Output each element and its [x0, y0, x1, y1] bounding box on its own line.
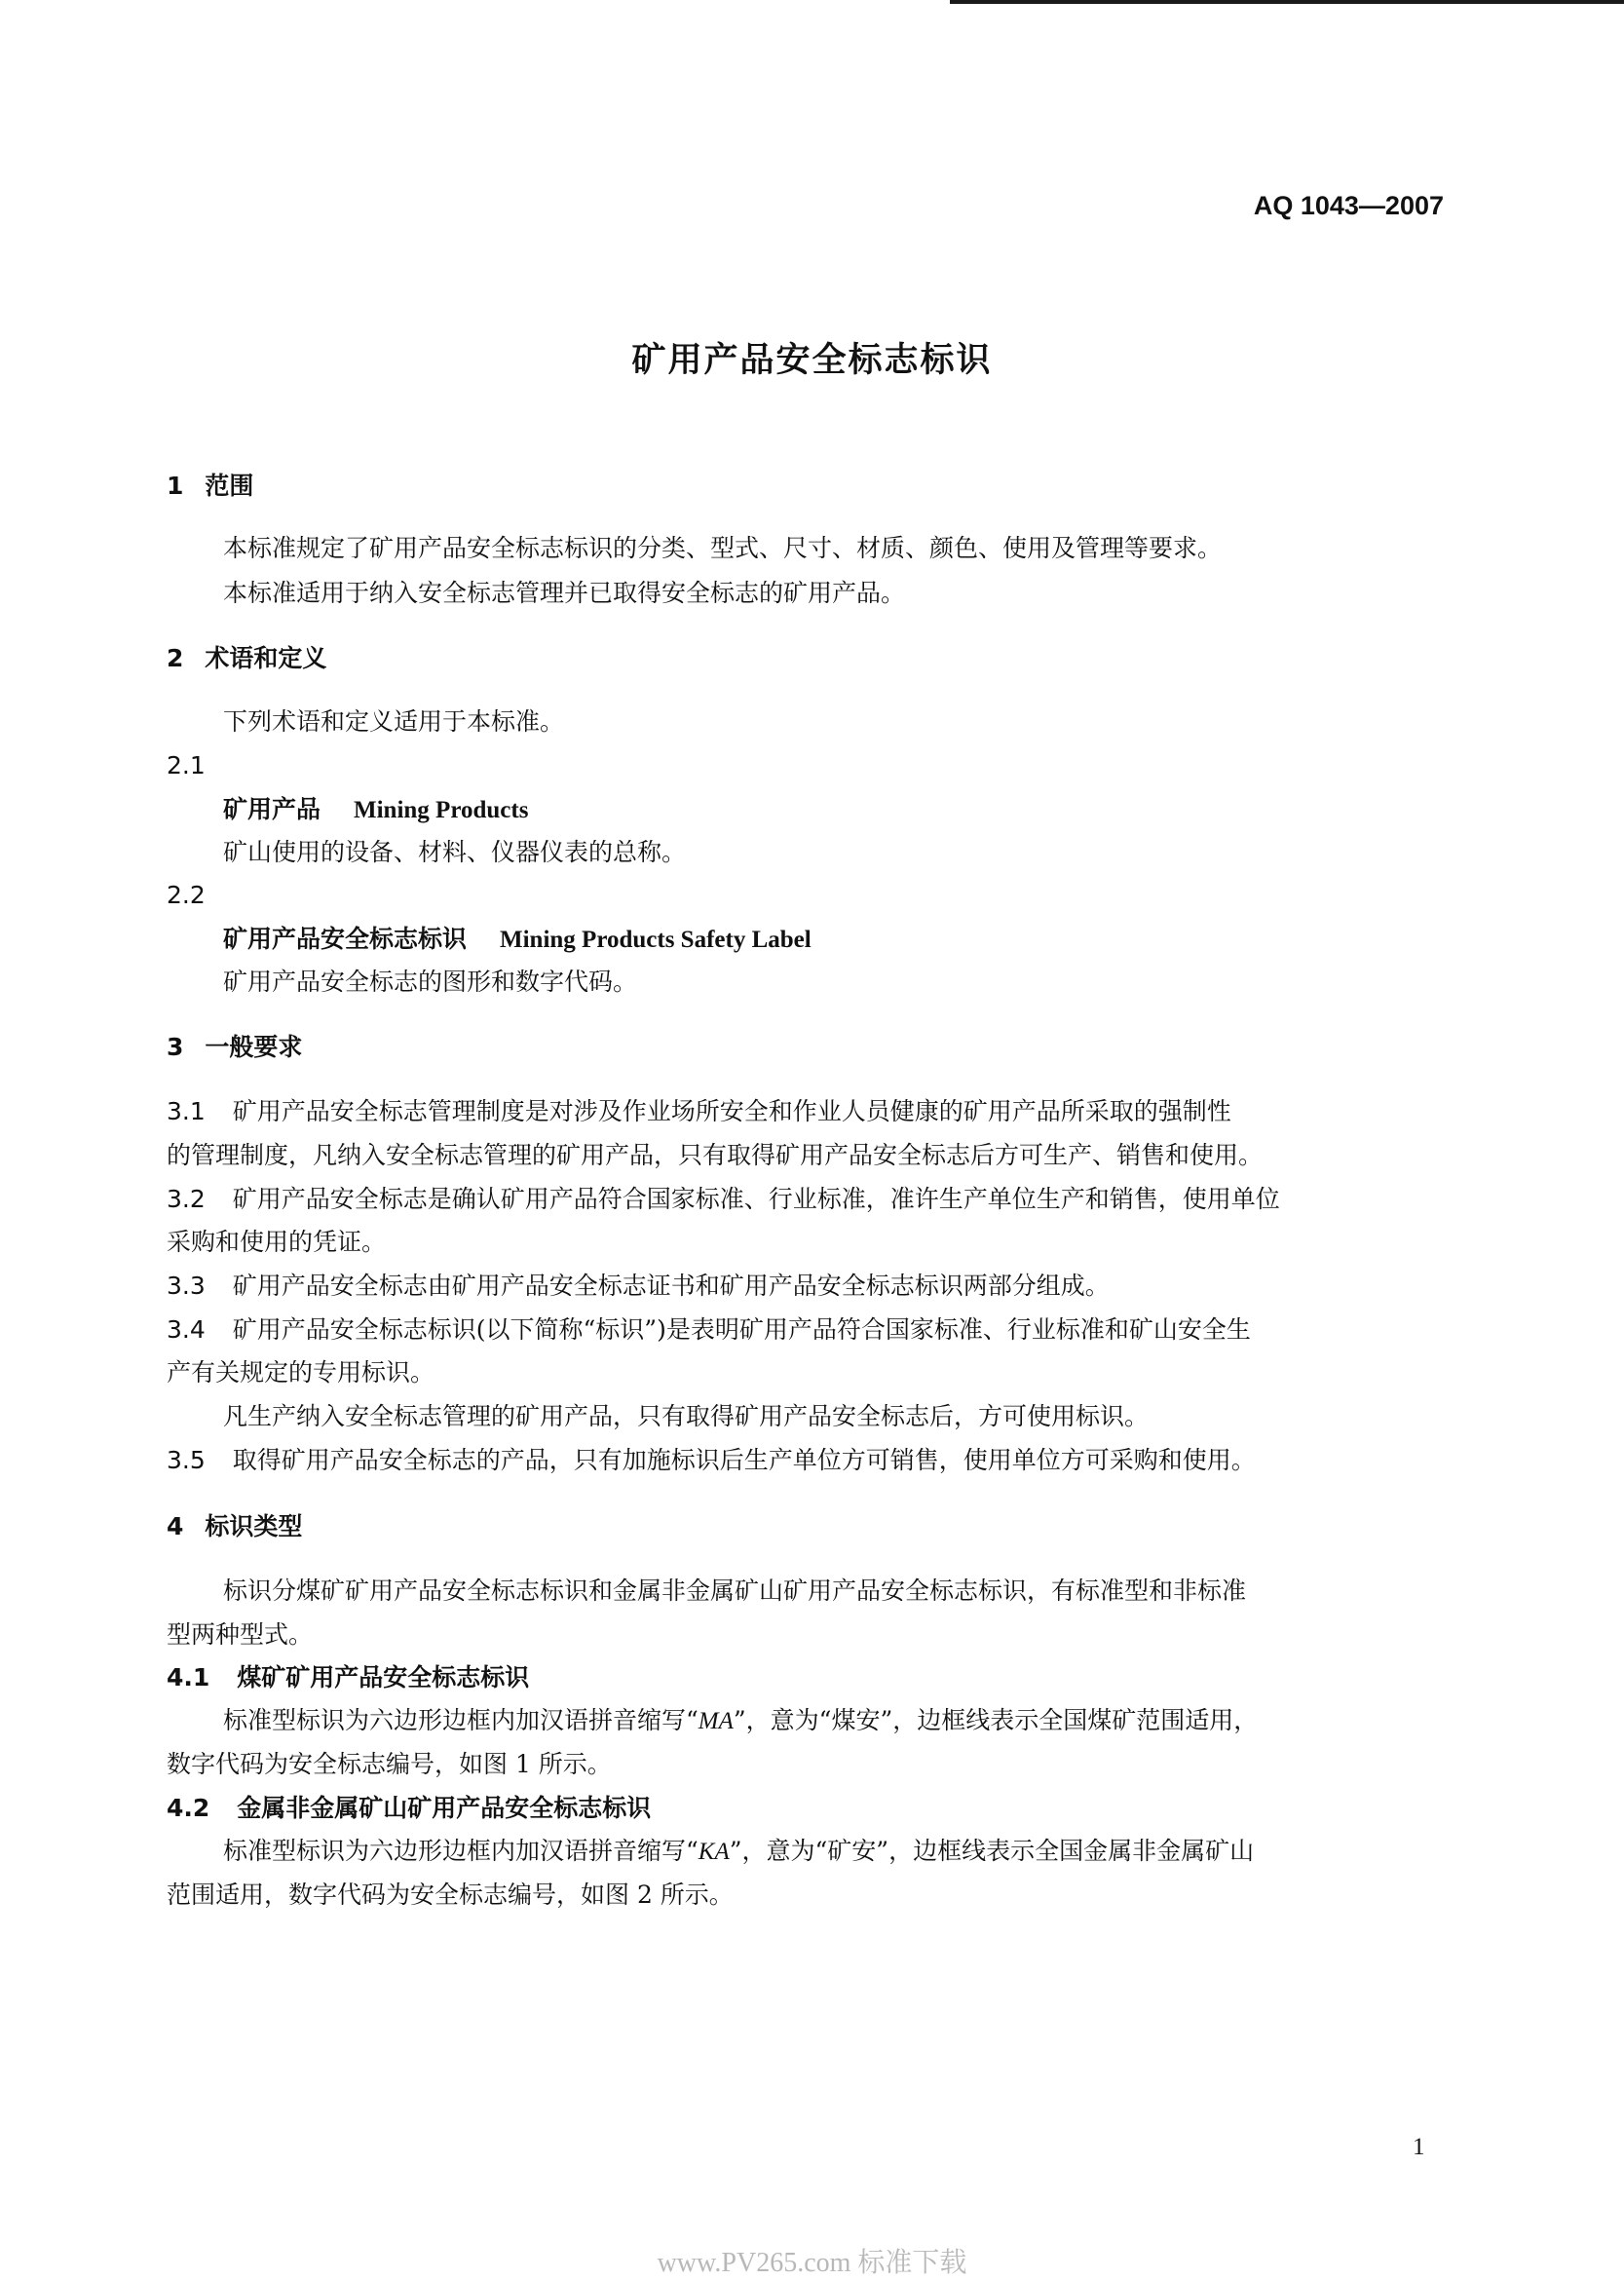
clause-3-5: 3.5 取得矿用产品安全标志的产品，只有加施标识后生产单位方可销售，使用单位方可采购和使用。 — [167, 1446, 1256, 1474]
section-2-heading: 2 术语和定义 — [167, 644, 327, 672]
paragraph: 数字代码为安全标志编号，如图 1 所示。 — [167, 1750, 612, 1778]
paragraph: 范围适用，数字代码为安全标志编号，如图 2 所示。 — [167, 1881, 734, 1909]
clause-3-2: 3.2 矿用产品安全标志是确认矿用产品符合国家标准、行业标准，准许生产单位生产和销售，使用单位 — [167, 1185, 1280, 1213]
clause-3-3: 3.3 矿用产品安全标志由矿用产品安全标志证书和矿用产品安全标志标识两部分组成。 — [167, 1272, 1110, 1300]
clause-number: 2.2 — [167, 881, 206, 909]
paragraph: 标准型标识为六边形边框内加汉语拼音缩写“KA”，意为“矿安”，边框线表示全国金属非金属矿山 — [223, 1837, 1255, 1865]
term-entry: 矿用产品安全标志标识 Mining Products Safety Label — [223, 925, 812, 953]
clause-4-1-heading: 4.1 煤矿矿用产品安全标志标识 — [167, 1663, 530, 1691]
page-number: 1 — [1413, 2134, 1425, 2160]
standard-code: AQ 1043—2007 — [1253, 191, 1444, 220]
section-1-heading: 1 范围 — [167, 472, 254, 500]
paragraph: 本标准适用于纳入安全标志管理并已取得安全标志的矿用产品。 — [223, 579, 906, 607]
page-title: 矿用产品安全标志标识 — [631, 341, 993, 380]
paragraph: 凡生产纳入安全标志管理的矿用产品，只有取得矿用产品安全标志后，方可使用标识。 — [223, 1402, 1150, 1430]
term-definition: 矿用产品安全标志的图形和数字代码。 — [223, 968, 638, 996]
section-3-heading: 3 一般要求 — [167, 1033, 303, 1061]
clause-3-4: 3.4 矿用产品安全标志标识(以下简称“标识”)是表明矿用产品符合国家标准、行业标准和矿山安全生 — [167, 1315, 1251, 1344]
clause-3-1: 3.1 矿用产品安全标志管理制度是对涉及作业场所安全和作业人员健康的矿用产品所采取的强制性 — [167, 1097, 1231, 1125]
watermark: www.PV265.com 标准下载 — [657, 2248, 967, 2278]
clause-4-2-heading: 4.2 金属非金属矿山矿用产品安全标志标识 — [167, 1794, 652, 1822]
term-definition: 矿山使用的设备、材料、仪器仪表的总称。 — [223, 838, 687, 866]
top-rule — [950, 0, 1624, 4]
term-entry: 矿用产品 Mining Products — [223, 795, 529, 823]
paragraph: 产有关规定的专用标识。 — [167, 1358, 435, 1387]
paragraph: 采购和使用的凭证。 — [167, 1228, 387, 1256]
section-4-heading: 4 标识类型 — [167, 1512, 303, 1540]
paragraph: 本标准规定了矿用产品安全标志标识的分类、型式、尺寸、材质、颜色、使用及管理等要求。 — [223, 534, 1223, 562]
paragraph: 型两种型式。 — [167, 1620, 314, 1649]
paragraph: 标识分煤矿矿用产品安全标志标识和金属非金属矿山矿用产品安全标志标识，有标准型和非标准 — [223, 1577, 1247, 1605]
clause-number: 2.1 — [167, 751, 206, 779]
paragraph: 下列术语和定义适用于本标准。 — [223, 707, 565, 736]
paragraph: 标准型标识为六边形边框内加汉语拼音缩写“MA”，意为“煤安”，边框线表示全国煤矿范围适用， — [223, 1706, 1259, 1734]
paragraph: 的管理制度，凡纳入安全标志管理的矿用产品，只有取得矿用产品安全标志后方可生产、销售和使用。 — [167, 1141, 1264, 1169]
